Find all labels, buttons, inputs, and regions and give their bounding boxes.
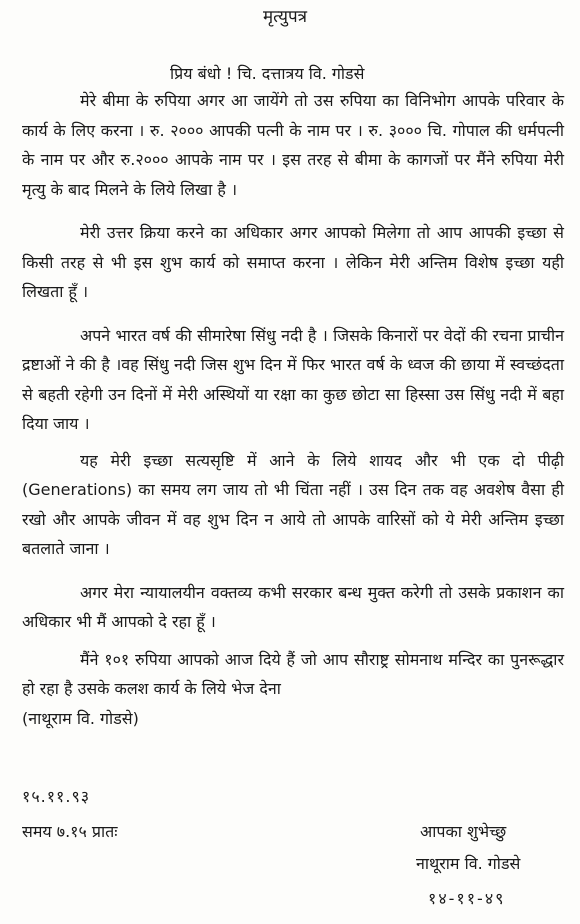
inline-signature: (नाथूराम वि. गोडसे) [22,708,139,728]
paragraph-court-statement: अगर मेरा न्यायालयीन वक्तव्य कभी सरकार बन्ध मुक्त करेगी तो उसके प्रकाशन का अधिकार भी मैं आपको दे रहा हूँ । [22,582,564,631]
paragraph-sindhu-river: अपने भारत वर्ष की सीमारेषा सिंधु नदी है । जिसके किनारों पर वेदों की रचना प्राचीन द्रष्टाओं ने की है ।वह सिंधु नदी जिस शुभ दिन में फिर भारत वर्ष के ध्वज की छाया में स्वच्छंदता से बहती रहेगी उन दिनों में मेरी अस्थियों या रक्षा का कुछ छोटा सा हिस्सा उस सिंधु नदी में बहा दिया जाय । [22,325,564,433]
letter-date: १५.११.९३ [22,787,91,806]
letter-body [22,86,564,733]
signature-name: नाथूराम वि. गोडसे [416,854,521,873]
paragraph-somnath-text: मैंने १०१ रुपिया आपको आज दिये हैं जो आप सौराष्ट्र सोमनाथ मन्दिर का पुनरूद्धार हो रहा है उसके कलश कार्य के लिये भेज देना [22,649,564,698]
document-title: मृत्युपत्र [263,7,307,27]
paragraph-somnath [22,645,564,734]
paragraph-last-rites: मेरी उत्तर क्रिया करने का अधिकार अगर आपको मिलेगा तो आप आपकी इच्छा से किसी तरह से भी इस शुभ कार्य को समाप्त करना । लेकिन मेरी अन्तिम विशेष इच्छा यही लिखता हूँ । [22,223,564,301]
paragraph-generations: यह मेरी इच्छा सत्यसृष्टि में आने के लिये शायद और भी एक दो पीढ़ी (Generations) का समय लग जाय तो भी चिंता नहीं । उस दिन तक वह अवशेष वैसा ही रखो और आपके जीवन में वह शुभ दिन न आये तो आपके वारिसों को ये मेरी अन्तिम इच्छा बतलाते जाना । [22,450,564,558]
paragraph-insurance: मेरे बीमा के रुपिया अगर आ जायेंगे तो उस रुपिया का विनिभोग आपके परिवार के कार्य के लिए करना । रु. २००० आपकी पत्नी के नाम पर । रु. ३००० चि. गोपाल की धर्मपत्नी के नाम पर और रु.२००० आपके नाम पर । इस तरह से बीमा के कागजों पर मैंने रुपिया मेरी मृत्यु के बाद मिलने के लिये लिखा है । [22,91,564,199]
closing-greeting: आपका शुभेच्छु [420,822,507,841]
salutation: प्रिय बंधो ! चि. दत्तात्रय वि. गोडसे [170,64,365,83]
signature-date: १४-११-४९ [428,889,506,908]
letter-time: समय ७.१५ प्रातः [22,822,118,841]
